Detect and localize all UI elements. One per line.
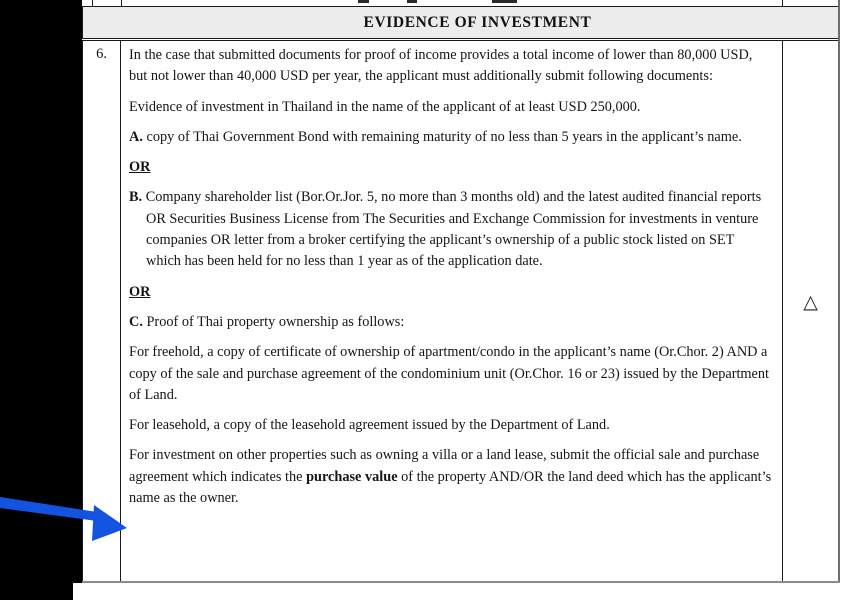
requirements-text-cell	[121, 41, 782, 581]
mark-cell	[782, 41, 838, 581]
table-bottom-border	[82, 581, 840, 583]
arrow-head	[92, 505, 127, 541]
paragraph: Evidence of investment in Thailand in the name of the applicant of at least USD 250,000.	[129, 98, 641, 115]
paragraph: For leasehold, a copy of the leasehold agreement issued by the Department of Land.	[129, 417, 610, 434]
annotation-arrow	[0, 490, 140, 550]
item-letter: B.	[129, 189, 143, 206]
lettered-paragraph: C. Proof of Thai property ownership as follows:	[129, 313, 405, 330]
lettered-paragraph: B. Company shareholder list (Bor.Or.Jor. 5, no more than 3 months old) and the latest audited financial reports OR Securities Business License from The Securities and Exchange Commission for investments in venture companies OR letter from a broker certifying the applicant’s ownership of a public stock listed on SET which has been held for no less than 1 year as of the application date.	[129, 189, 762, 270]
text-run: For investment on other properties such as owning a villa or a land lease, submit the official sale and purchase agreement which indicates the	[129, 447, 760, 485]
section-header-row	[82, 6, 838, 39]
item-letter: A.	[129, 128, 143, 145]
paragraph	[129, 445, 772, 509]
lettered-paragraph: A. copy of Thai Government Bond with remaining maturity of no less than 5 years in the applicant’s name.	[129, 128, 742, 145]
arrow-shaft	[0, 497, 97, 521]
or-label: OR	[129, 159, 151, 176]
row-number: 6.	[96, 46, 107, 62]
text-run: of the property AND/OR the land deed which has the applicant’s name as the owner.	[129, 468, 772, 507]
paragraph: In the case that submitted documents for proof of income provides a total income of lower than 80,000 USD, but not lower than 40,000 USD per year, the applicant must additionally submit following documents:	[129, 47, 753, 85]
table-row	[82, 40, 838, 581]
emphasized-text: purchase value	[306, 468, 398, 485]
screen-edge-backdrop-lower	[0, 583, 73, 600]
or-divider	[129, 157, 772, 178]
clipped-text-remnant	[358, 0, 369, 3]
clipped-text-remnant	[492, 0, 517, 3]
section-title: EVIDENCE OF INVESTMENT	[363, 13, 592, 31]
or-label: OR	[129, 283, 151, 300]
item-letter: C.	[129, 313, 143, 330]
page-right-edge	[838, 0, 840, 581]
triangle-mark: △	[803, 291, 818, 313]
clipped-text-remnant	[407, 0, 417, 3]
or-divider	[129, 282, 772, 303]
paragraph: For freehold, a copy of certificate of ownership of apartment/condo in the applicant’s name (Or.Chor. 2) AND a copy of the sale and purchase agreement of the condominium unit (Or.Chor. 16 or 23) issued by the Department of Land.	[129, 344, 770, 403]
